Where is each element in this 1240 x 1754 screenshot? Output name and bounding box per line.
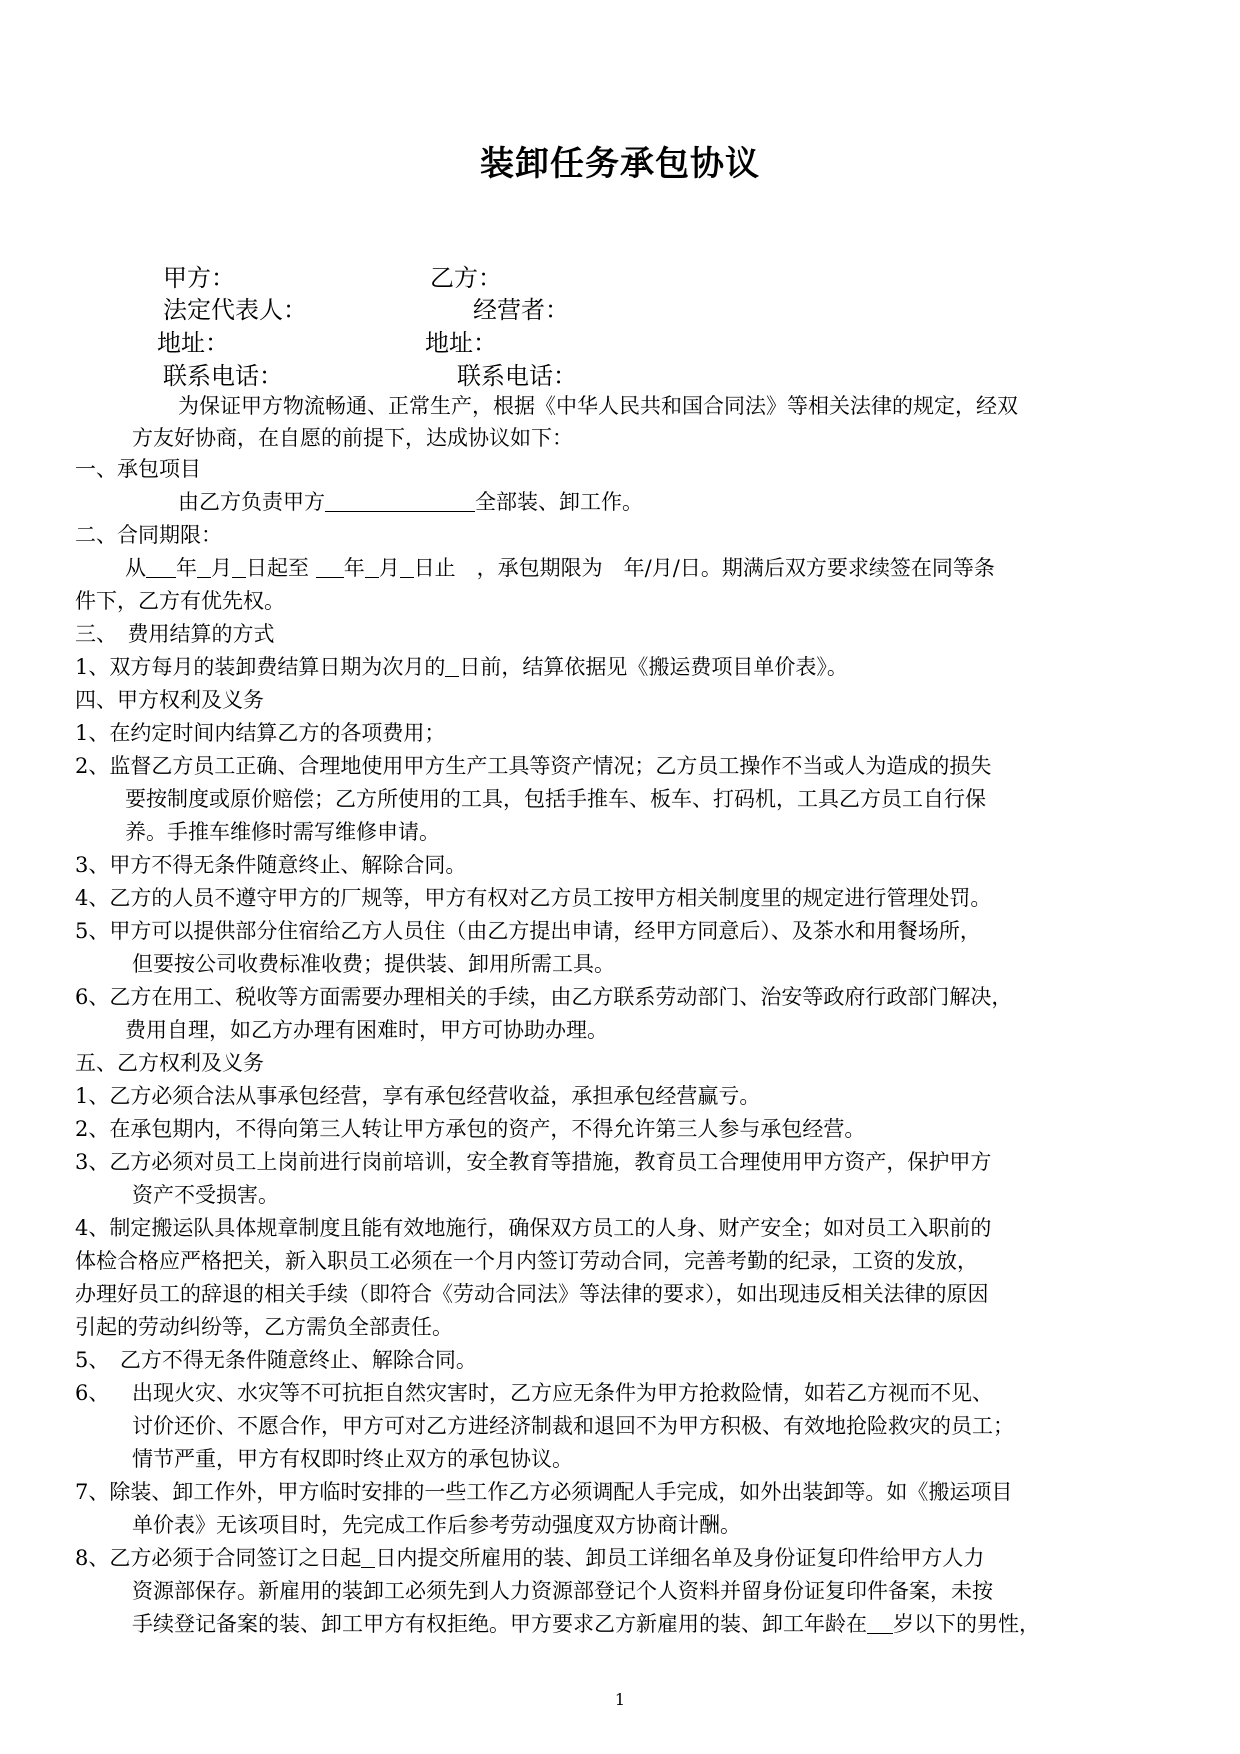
section-1-text-b: 全部装、卸工作。 [475, 490, 643, 514]
section-2-line-1 [125, 552, 1176, 582]
blank-field [197, 557, 211, 578]
page-number: 1 [614, 1690, 626, 1709]
age-requirement-text-b: 岁以下的男性， [893, 1612, 1040, 1636]
section-5-item-7-line-2: 单价表》无该项目时，先完成工作后参考劳动强度双方协商计酬。 [132, 1513, 741, 1537]
section-4-item-5-line-1: 5、甲方可以提供部分住宿给乙方人员住（由乙方提出申请，经甲方同意后）、及茶水和用餐场所， [75, 919, 981, 943]
section-5-item-4-line-1: 4、制定搬运队具体规章制度且能有效地施行，确保双方员工的人身、财产安全；如对员工入职前的 [75, 1216, 992, 1240]
section-3-heading: 三、 费用结算的方式 [75, 622, 275, 646]
section-2-line-2: 件下，乙方有优先权。 [75, 589, 285, 613]
section-5-item-8-line-2: 资源部保存。新雇用的装卸工必须先到人力资源部登记个人资料并留身份证复印件备案，未按 [132, 1579, 993, 1603]
section-5-item-6-number: 6、 [75, 1381, 110, 1405]
section-4-item-2-line-1: 2、监督乙方员工正确、合理地使用甲方生产工具等资产情况；乙方员工操作不当或人为造成的损失 [75, 754, 992, 778]
term-day-start: 日起至 [246, 556, 309, 580]
section-1-heading: 一、承包项目 [75, 457, 201, 481]
intro-line-1: 为保证甲方物流畅通、正常生产，根据《中华人民共和国合同法》等相关法律的规定，经双 [178, 394, 1018, 418]
party-b-operator: 经营者： [473, 296, 569, 324]
blank-field [867, 1613, 893, 1634]
intro-line-2: 方友好协商，在自愿的前提下，达成协议如下： [132, 426, 573, 450]
blank-field [361, 1547, 375, 1568]
section-5-heading: 五、乙方权利及义务 [75, 1051, 264, 1075]
section-4-item-5-line-2: 但要按公司收费标准收费；提供装、卸用所需工具。 [132, 952, 615, 976]
party-a-label: 甲方： [163, 264, 235, 292]
staff-list-text-a: 8、乙方必须于合同签订之日起 [75, 1546, 362, 1570]
section-5-item-6-line-3: 情节严重，甲方有权即时终止双方的承包协议。 [132, 1447, 573, 1471]
document-title: 装卸任务承包协议 [480, 144, 760, 184]
blank-field [316, 557, 344, 578]
blank-field [445, 656, 459, 677]
section-5-item-1: 1、乙方必须合法从事承包经营，享有承包经营收益，承担承包经营赢亏。 [75, 1084, 761, 1108]
party-b-phone: 联系电话： [457, 362, 577, 390]
section-5-item-3-line-1: 3、乙方必须对员工上岗前进行岗前培训，安全教育等措施，教育员工合理使用甲方资产，保护甲方 [75, 1150, 992, 1174]
section-4-item-6-line-1: 6、乙方在用工、税收等方面需要办理相关的手续，由乙方联系劳动部门、治安等政府行政部门解决， [75, 985, 1013, 1009]
term-year: 年 [176, 556, 197, 580]
term-month-end: 月 [378, 556, 400, 580]
term-from: 从 [125, 556, 146, 580]
section-4-item-3: 3、甲方不得无条件随意终止、解除合同。 [75, 853, 467, 877]
term-rest: 日止 ，承包期限为 年/月/日。期满后双方要求续签在同等条 [413, 556, 995, 580]
section-5-item-5: 5、 乙方不得无条件随意终止、解除合同。 [75, 1348, 477, 1372]
party-b-address: 地址： [425, 329, 497, 357]
party-a-phone: 联系电话： [163, 362, 283, 390]
section-2-heading: 二、合同期限： [75, 523, 222, 547]
section-1-text-a: 由乙方负责甲方 [178, 490, 325, 514]
section-5-item-2: 2、在承包期内，不得向第三人转让甲方承包的资产，不得允许第三人参与承包经营。 [75, 1117, 866, 1141]
term-month: 月 [211, 556, 232, 580]
blank-field [232, 557, 246, 578]
party-a-representative: 法定代表人： [163, 296, 307, 324]
section-5-item-8-line-3 [132, 1608, 1176, 1638]
blank-field [365, 557, 379, 578]
section-5-item-3-line-2: 资产不受损害。 [132, 1183, 279, 1207]
blank-field [146, 557, 176, 578]
party-a-address: 地址： [157, 329, 229, 357]
term-year-end: 年 [343, 556, 365, 580]
blank-field [325, 491, 475, 512]
settlement-text-a: 1、双方每月的装卸费结算日期为次月的 [75, 655, 446, 679]
section-1-text [178, 486, 1176, 516]
section-5-item-4-line-4: 引起的劳动纠纷等，乙方需负全部责任。 [75, 1315, 453, 1339]
section-4-item-1: 1、在约定时间内结算乙方的各项费用； [75, 721, 446, 745]
staff-list-text-b: 日内提交所雇用的装、卸员工详细名单及身份证复印件给甲方人力 [375, 1546, 985, 1570]
age-requirement-text-a: 手续登记备案的装、卸工甲方有权拒绝。甲方要求乙方新雇用的装、卸工年龄在 [132, 1612, 867, 1636]
section-3-item-1 [75, 651, 1176, 681]
party-b-label: 乙方： [430, 264, 502, 292]
section-4-item-2-line-2: 要按制度或原价赔偿；乙方所使用的工具，包括手推车、板车、打码机，工具乙方员工自行保 [125, 787, 986, 811]
section-5-item-4-line-3: 办理好员工的辞退的相关手续（即符合《劳动合同法》等法律的要求），如出现违反相关法律的原因 [75, 1282, 989, 1306]
settlement-text-b: 日前，结算依据见《搬运费项目单价表》。 [459, 655, 848, 679]
section-5-item-6-line-1: 出现火灾、水灾等不可抗拒自然灾害时，乙方应无条件为甲方抢救险情，如若乙方视而不见、 [132, 1381, 993, 1405]
section-4-item-4: 4、乙方的人员不遵守甲方的厂规等，甲方有权对乙方员工按甲方相关制度里的规定进行管理处罚。 [75, 886, 992, 910]
section-4-item-2-line-3: 养。手推车维修时需写维修申请。 [125, 820, 440, 844]
section-4-item-6-line-2: 费用自理，如乙方办理有困难时，甲方可协助办理。 [125, 1018, 608, 1042]
section-5-item-4-line-2: 体检合格应严格把关，新入职员工必须在一个月内签订劳动合同，完善考勤的纪录，工资的发放， [75, 1249, 978, 1273]
section-5-item-6-line-2: 讨价还价、不愿合作，甲方可对乙方进经济制裁和退回不为甲方积极、有效地抢险救灾的员工； [132, 1414, 1014, 1438]
section-5-item-7-line-1: 7、除装、卸工作外，甲方临时安排的一些工作乙方必须调配人手完成，如外出装卸等。如《搬运项目 [75, 1480, 1013, 1504]
section-5-item-8-line-1 [75, 1542, 1176, 1572]
blank-field [400, 557, 414, 578]
section-4-heading: 四、甲方权利及义务 [75, 688, 264, 712]
